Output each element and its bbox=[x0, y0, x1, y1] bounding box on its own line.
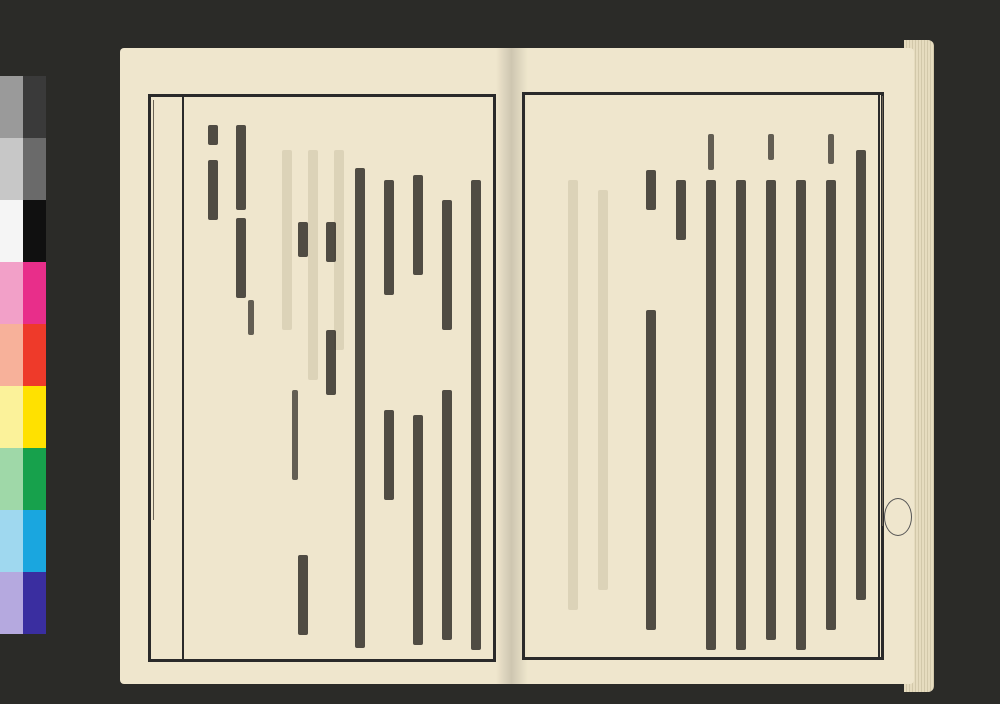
text-column bbox=[736, 180, 746, 650]
text-column bbox=[796, 180, 806, 650]
swatch bbox=[23, 324, 46, 386]
swatch bbox=[23, 76, 46, 138]
text-column bbox=[768, 134, 774, 160]
text-column bbox=[248, 300, 254, 335]
text-column bbox=[326, 222, 336, 262]
text-column bbox=[676, 180, 686, 240]
swatch bbox=[0, 138, 23, 200]
text-column bbox=[298, 222, 308, 257]
text-column bbox=[706, 180, 716, 650]
swatch bbox=[0, 76, 23, 138]
text-column bbox=[646, 310, 656, 630]
text-column bbox=[442, 200, 452, 330]
thumb-mark bbox=[884, 498, 912, 536]
swatch bbox=[0, 448, 23, 510]
text-column bbox=[298, 555, 308, 635]
text-column bbox=[856, 150, 866, 600]
text-column bbox=[442, 390, 452, 640]
text-column bbox=[384, 410, 394, 500]
bleed-through-text bbox=[282, 150, 292, 330]
running-head-left bbox=[153, 100, 176, 520]
swatch bbox=[0, 386, 23, 448]
swatch bbox=[23, 386, 46, 448]
swatch bbox=[23, 262, 46, 324]
text-column bbox=[413, 175, 423, 275]
text-column bbox=[828, 134, 834, 164]
text-column bbox=[766, 180, 776, 640]
swatch bbox=[23, 572, 46, 634]
swatch bbox=[0, 324, 23, 386]
text-column bbox=[708, 134, 714, 170]
bleed-through-text bbox=[598, 190, 608, 590]
open-book bbox=[112, 40, 938, 692]
text-column bbox=[236, 218, 246, 298]
text-column bbox=[208, 160, 218, 220]
text-column bbox=[826, 180, 836, 630]
text-column bbox=[326, 330, 336, 395]
swatch bbox=[0, 262, 23, 324]
swatch bbox=[23, 200, 46, 262]
left-spine-rule bbox=[182, 94, 184, 662]
bleed-through-text bbox=[568, 180, 578, 610]
text-column bbox=[236, 125, 246, 210]
text-column bbox=[355, 168, 365, 648]
folio-mark bbox=[152, 496, 176, 536]
right-spine-rule bbox=[878, 92, 880, 660]
swatch bbox=[23, 138, 46, 200]
running-head-right bbox=[882, 96, 905, 526]
text-column bbox=[413, 415, 423, 645]
swatch bbox=[0, 200, 23, 262]
swatch bbox=[0, 572, 23, 634]
text-column bbox=[292, 390, 298, 480]
swatch bbox=[23, 510, 46, 572]
text-column bbox=[384, 180, 394, 295]
text-column bbox=[208, 125, 218, 145]
color-calibration-card bbox=[0, 76, 46, 640]
text-column bbox=[471, 180, 481, 650]
bleed-through-text bbox=[308, 150, 318, 380]
swatch bbox=[23, 448, 46, 510]
text-column bbox=[646, 170, 656, 210]
swatch bbox=[0, 510, 23, 572]
